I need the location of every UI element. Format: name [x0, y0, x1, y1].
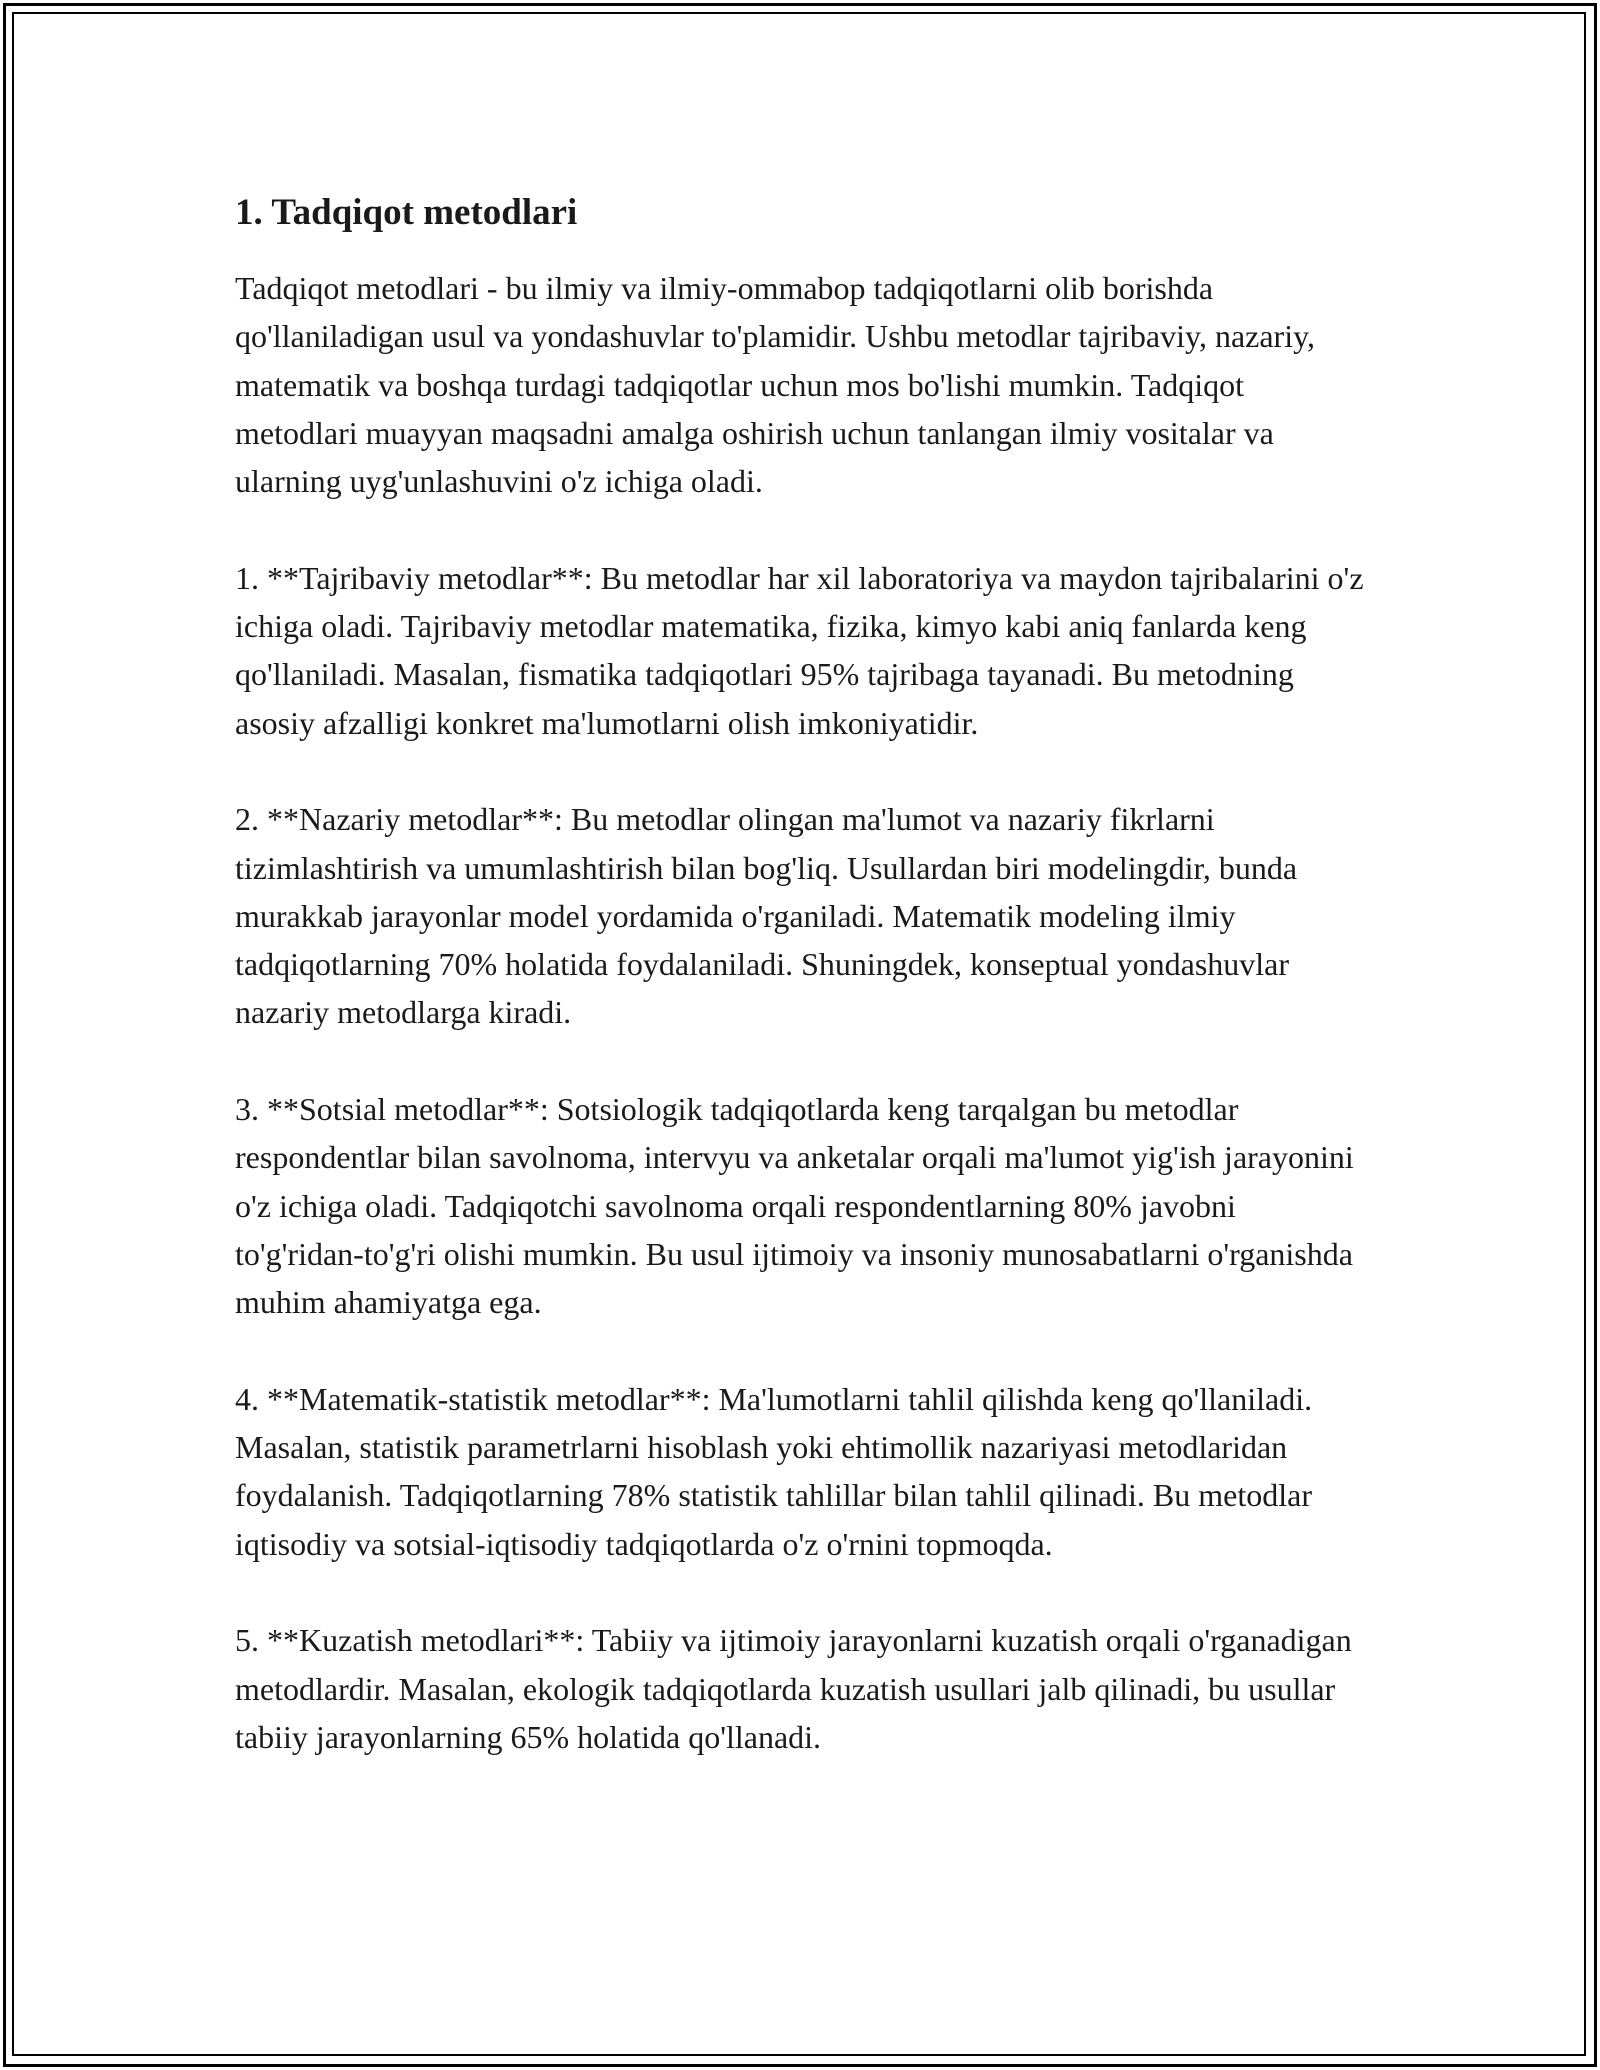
- section-heading: 1. Tadqiqot metodlari: [235, 192, 578, 233]
- paragraph-observation-methods: 5. **Kuzatish metodlari**: Tabiiy va ijtimoiy jarayonlarni kuzatish orqali o'rganadigan metodlardir. Masalan, ekologik tadqiqotlarda kuzatish usullari jalb qilinadi, bu usullar tabiiy jarayonlarning 65% holatida qo'llanadi.: [235, 1622, 1352, 1755]
- paragraph-statistical-methods: 4. **Matematik-statistik metodlar**: Ma'lumotlarni tahlil qilishda keng qo'llaniladi. Masalan, statistik parametrlarni hisoblash yoki ehtimollik nazariyasi metodlaridan foydalanish. Tadqiqotlarning 78% statistik tahlillar bilan tahlil qilinadi. Bu metodlar iqtisodiy va sotsial-iqtisodiy tadqiqotlarda o'z o'rnini topmoqda.: [235, 1380, 1313, 1562]
- paragraph-social-methods: 3. **Sotsial metodlar**: Sotsiologik tadqiqotlarda keng tarqalgan bu metodlar respondentlar bilan savolnoma, intervyu va anketalar orqali ma'lumot yig'ish jarayonini o'z ichiga oladi. Tadqiqotchi savolnoma orqali respondentlarning 80% javobni to'g'ridan-to'g'ri olishi mumkin. Bu usul ijtimoiy va insoniy munosabatlarni o'rganishda muhim ahamiyatga ega.: [235, 1091, 1354, 1321]
- paragraph-experimental-methods: 1. **Tajribaviy metodlar**: Bu metodlar har xil laboratoriya va maydon tajribalarini o'z ichiga oladi. Tajribaviy metodlar matematika, fizika, kimyo kabi aniq fanlarda keng qo'llaniladi. Masalan, fismatika tadqiqotlari 95% tajribaga tayanadi. Bu metodning asosiy afzalligi konkret ma'lumotlarni olish imkoniyatidir.: [235, 559, 1364, 741]
- intro-paragraph: Tadqiqot metodlari - bu ilmiy va ilmiy-ommabop tadqiqotlarni olib borishda qo'llaniladigan usul va yondashuvlar to'plamidir. Ushbu metodlar tajribaviy, nazariy, matematik va boshqa turdagi tadqiqotlar uchun mos bo'lishi mumkin. Tadqiqot metodlari muayyan maqsadni amalga oshirish uchun tanlangan ilmiy vositalar va ularning uyg'unlashuvini o'z ichiga oladi.: [235, 270, 1316, 500]
- document-body: [235, 190, 1365, 1761]
- paragraph-theoretical-methods: 2. **Nazariy metodlar**: Bu metodlar olingan ma'lumot va nazariy fikrlarni tizimlashtirish va umumlashtirish bilan bog'liq. Usullardan biri modelingdir, bunda murakkab jarayonlar model yordamida o'rganiladi. Matematik modeling ilmiy tadqiqotlarning 70% holatida foydalaniladi. Shuningdek, konseptual yondashuvlar nazariy metodlarga kiradi.: [235, 801, 1298, 1031]
